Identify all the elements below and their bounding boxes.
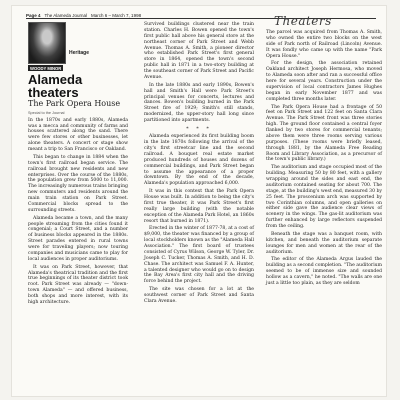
article-paragraph: Erected in the winter of 1877-78, at a cost of $9,000, the theater was financed by a group of local stockholders known as the "Alameda Hall Association." The first board of trustees consisted of Cyrus Wilson, George W. Tyler, Dr. Joseph C. Tucker, Thomas A. Smith, and H. D. Chase. The architect was Samuel F. A. Hunter, a talented designer who would go on to design the Bay Area's first city hall and the driving force behind the project.: [144, 226, 254, 285]
article-paragraph: In the 1870s and early 1880s, Alameda was a mecca and community of farms and houses scattered along the sand. There were few stores or other businesses, let alone theaters. A concert or stage show meant a trip to San Francisco or Oakland.: [28, 117, 128, 152]
article-deck: The Park Opera House: [28, 99, 121, 109]
article-headline: Alameda theaters: [28, 72, 83, 101]
article-paragraph: The Park Opera House had a frontage of 50 feet on Park Street and 122 feet on Santa Clara Avenue. The Park Street front was three stories high. The ground floor contained a central foyer flanked by two stores for commercial tenants; above them were three rooms serving various purposes. (These rooms were briefly leased, through 1881, by the Alameda Free Reading Room and Library Association, as a precursor of the town's public library.): [266, 104, 382, 163]
article-paragraph: It was in this context that the Park Opera House was built. In addition to being the city's first true theater, it was Park Street's first really large building (with the notable exception of the Alameda Park Hotel, an 1860s resort that burned in 1871).: [144, 189, 254, 224]
column-header: [28, 22, 128, 65]
article-column-3: [266, 30, 382, 289]
page-number: Page 4: [26, 13, 41, 18]
author-name: WOODY MINOR: [30, 65, 62, 71]
article-paragraph: For the design, the association retained Oakland architect Joseph Hermosa, who moved to Alameda soon after and ran a successful office here for several years. Construction under the supervision of local contractors James Hughes began in early November 1877 and was completed three months later.: [266, 61, 382, 102]
column-label: Heritage: [69, 50, 90, 56]
article-paragraph: Beneath the stage was a banquet room, with kitchen, and beneath the auditorium separate lounges for men and women at the rear of the auditorium.: [266, 231, 382, 255]
article-paragraph: In the late 1880s and early 1890s, Bowen's hall and Smith's Hall were Park Street's principal venues for concerts, lectures and dances. Bowen's building burned in the Park Street fire of 1929; Smith's still stands, modernized, the upper-story hall long since partitioned into apartments.: [144, 82, 254, 123]
article-paragraph: Alameda experienced its first building boom in the late 1870s following the arrival of the city's first streetcar line and the second railroad. A bouquet real estate market produced hundreds of houses and dozens of commercial buildings, and Park Street began to assume the appearance of a proper downtown. By the end of the decade, Alameda's population approached 6,000.: [144, 134, 254, 187]
article-column-2: [144, 22, 254, 307]
article-paragraph: Survived buildings clustered near the train station. Charles H. Bowen opened the town's first public hall above his general store at the northeast corner of Park Street and Webb Avenue. Thomas A. Smith, a pioneer director who established Park Street's first general store in 1864, opened the town's second public hall in 1871 in a two-story building at the southeast corner of Park Street and Pacific Avenue.: [144, 22, 254, 80]
article-paragraph: The site was chosen for a lot at the southwest corner of Park Street and Santa Clara Avenue.: [144, 287, 254, 304]
publication-name: The Alameda Journal: [44, 13, 88, 18]
article-paragraph: The editor of the Alameda Argus lauded the building as a second completion. "The auditorium seemed to be of immense size and sounded hollow as a cavern," he noted. "The walls are one just a little too plain, as they are seldom: [266, 257, 382, 286]
newspaper-clipping: [12, 6, 386, 396]
article-paragraph: Alameda became a town, and the many people streaming from the cities found it congenial; a Court Street, and a number of business blocks appeared in the 1880s. Street parades entered in rural towns were for traveling players; now touring companies and musicians came to play for local audiences in proper auditoriums.: [28, 215, 128, 262]
article-paragraph: It was on Park Street, however, that Alameda's theatrical tradition and the first true beginnings of its theater district took root. Park Street was already — "down-town Alameda" — and offered business, both shops and more interest, with its high architecture.: [28, 264, 128, 305]
article-paragraph: The parcel was acquired from Thomas A. Smith, who owned the entire two blocks on the west side of Park north of Railroad (Lincoln) Avenue. It was fondly who came up with the name "Park Opera House.": [266, 30, 382, 59]
publication-date: March 6 – March 7, 1998: [91, 13, 142, 18]
handwritten-note: Theaters: [274, 14, 332, 28]
article-column-1: [28, 22, 128, 308]
article-paragraph: This began to change in 1884 when the town's first railroad began service. The railroad brought new residents and new enterprises. Over the course of the 1880s, the population grew from 5000 to 11,000. The increasingly numerous trains bringing new commuters and residents around the main train station on Park Street. Commercial blocks spread to the surrounding streets.: [28, 154, 128, 213]
author-photo: [28, 22, 66, 64]
section-divider: * * *: [186, 125, 212, 132]
article-byline: Special to the Journal: [28, 110, 65, 115]
article-paragraph: The auditorium and stage occupied most of the building. Measuring 50 by 80 feet, with a gallery wrapping around the sides and east end, the auditorium contained seating for about 700. The stage, at the building's west end, measured 30 by 25 feet. The proscenium arch was supported by two Corinthian columns, and open galleries on either side gave the audience clear views of scenery in the wings. The gas-lit auditorium was further enhanced by large reflectors suspended from the ceiling.: [266, 165, 382, 229]
